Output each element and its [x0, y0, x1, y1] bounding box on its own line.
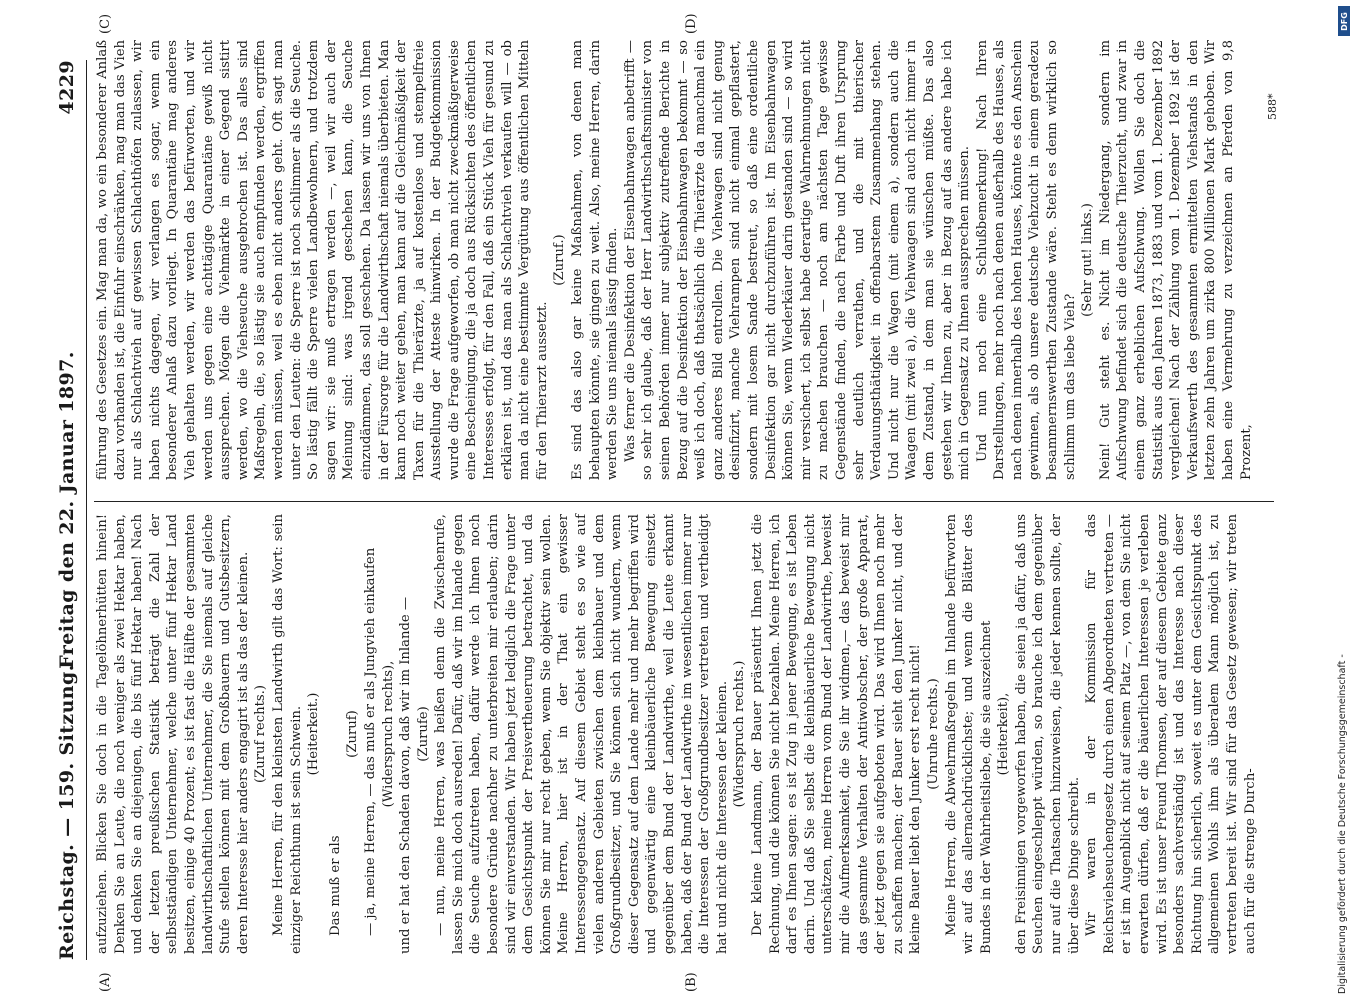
paragraph: Der kleine Landmann, der Bauer präsentirt Ihnen jetzt die Rechnung, und die können Sie nicht bezahlen. Meine Herren, ich darf es Ihnen sagen: es ist Zug in jener Bewegung, es ist Leben darin. Und daß Sie selbst die kleinbäuerliche Bewegung nicht unterschätzen, meine Herren vom Bund der Landwirthe, beweist mir die Aufmerksamkeit, die Sie ihr widmen,— das beweist mir das gesammte Verhalten der Antiwobscher, der große Apparat, der jetzt gegen sie aufgeboten wird. Das wird Ihnen noch mehr zu schaffen machen; der Bauer sieht den Junker nicht, und der kleine Bauer liebt den Junker erst recht nicht!: [749, 514, 924, 954]
paragraph: — ja, meine Herren, — das muß er als Jungvieh einkaufen: [362, 547, 378, 936]
column-divider: [94, 501, 1274, 502]
signature-mark: 588*: [1266, 93, 1279, 120]
paragraph: Meine Herren, für den kleinsten Landwirth gilt das Wort: sein einziger Reichthum ist sein Schwein.: [270, 514, 304, 954]
paragraph: Meine Herren, die Abwehrmaßregeln im Inlande befürworten wir auf das allernachdrücklichste; und wenn die Blätter des Bundes in der Wahrheitsliebe, die sie auszeichnet: [943, 514, 994, 954]
paragraph: — nun, meine Herren, was heißen denn die Zwischenrufe, lassen Sie mich doch ausreden! Dafür, daß wir im Inlande gegen die Seuche aufzutreten haben, dafür werde ich Ihnen noch besondere Gründe nachher zu unterbreiten mir erlauben; darin sind wir einverstanden. Wir haben jetzt lediglich die Frage unter dem Gesichtspunkt der Preisvertheuerung betrachtet, und da können Sie mir nur recht geben, wenn Sie objektiv sein wollen. Meine Herren, hier ist in der That ein gewisser Interessengegensatz. Auf diesem Gebiet steht es so wie auf vielen anderen Gebieten zwischen dem kleinbauer und dem Großgrundbesitzer, und Sie können sich nicht wundern, wenn dieser Gegensatz auf dem Lande mehr und mehr begriffen wird und gegenwärtig eine kleinbäuerliche Bewegung einsetzt gegenüber dem Bund der Landwirthe, weil die Leute erkannt haben, daß der Bund der Landwirthe im wesentlichen immer nur die Interessen der Großgrundbesitzer vertreten und vertheidigt hat und nicht die Interessen der kleinen.: [433, 514, 730, 954]
right-text-column: [94, 40, 1255, 480]
credit-text: Digitalisierung gefördert durch die Deutsche Forschungsgemeinschaft -: [1337, 654, 1348, 994]
paragraph: Nein! Gut steht es. Nicht im Niedergang, sondern im Aufschwung befindet sich die deutsche Thierzucht, und zwar in einem ganz erheblichen Aufschwung. Wollen Sie doch die Statistik aus den Jahren 1873, 1883 und vom 1. Dezember 1892 vergleichen! Nach der Zählung vom 1. Dezember 1892 ist der Verkaufswerth des gesammten ermittelten Viehstands in den letzten zehn Jahren um zirka 800 Millionen Mark gehoben. Wir haben eine Vermehrung zu verzeichnen an Pferden von 9,8 Prozent,: [1097, 40, 1254, 480]
digitization-credit: [1337, 6, 1349, 994]
margin-marker-c: (C): [98, 13, 113, 34]
paragraph: und er hat den Schaden davon, daß wir im Inlande —: [398, 596, 414, 954]
paragraph: führung des Gesetzes ein. Mag man da, wo ein besonderer Anlaß dazu vorhanden ist, die Einfuhr einschränken, mag man das Vieh nur als Schlachtvieh auf gewissen Schlachthöfen zulassen, wir haben nichts dagegen, wir verlangen es sogar, wenn ein besonderer Anlaß dazu vorliegt. In Quarantäne mag anderes Vieh gehalten werden, wir werden das befürworten, und wir werden uns gegen eine achttägige Quarantäne gewiß nicht aussprechen. Mögen die Viehmärkte in einer Gegend sistirt werden, wo die Viehseuche ausgebrochen ist. Das alles sind Maßregeln, die, so lästig sie auch empfunden werden, ergriffen werden müssen, weil es eben nicht anders geht. Oft sagt man unter den Leuten: die Sperre ist noch schlimmer als die Seuche. So lästig fällt die Sperre vielen Landbewohnern, und trotzdem sagen wir: sie muß ertragen werden —, weil wir auch der Meinung sind: was irgend geschehen kann, die Seuche einzudämmen, das soll geschehen. Da lassen wir uns von Ihnen in der Fürsorge für die Landwirthschaft niemals überbieten. Man kann noch weiter gehen, man kann auf die Gleichmäßigkeit der Taxen für die Thierärzte, ja auf kostenlose und stempelfreie Ausstellung der Atteste hinwirken. In der Budgetkommission wurde die Frage aufgeworfen, ob man nicht zweckmäßigerweise eine Bescheinigung, die ja doch aus Rücksichten des öffentlichen Interesses erfolgt, für den Fall, daß ein Stück Vieh für gesund zu erklären ist, und das man als Schlachtvieh verkaufen will — ob man da nicht eine bestimmte Vergütung aus öffentlichen Mitteln für den Thierarzt aussetzt.: [95, 40, 550, 480]
paragraph: Es sind das also gar keine Maßnahmen, von denen man behaupten könnte, sie gingen zu weit. Also, meine Herren, darin werden Sie uns niemals lässig finden.: [570, 40, 621, 480]
paragraph: Was ferner die Desinfektion der Eisenbahnwagen anbetrifft — so sehr ich glaube, daß der Herr Landwirthschaftsminister von seinen Behörden immer nur subjektiv zutreffende Berichte in Bezug auf die Desinfektion der Eisenbahnwagen bekommt — so weiß ich doch, daß thatsächlich die Thierärzte da manchmal ein ganz anderes Bild entrollen. Die Viehwagen sind nicht genug desinfizirt, manche Viehrampen sind nicht einmal gepflastert, sondern mit losem Sande bestreut, so daß eine ordentliche Desinfektion gar nicht durchzuführen ist. Im Eisenbahnwagen können Sie, wenn Wiederkäuer darin gestanden sind — so wird mir versichert, ich selbst habe derartige Wahrnehmungen nicht zu machen brauchen — noch am nächsten Tage gewisse Gegenstände finden, die nach Farbe und Duft ihren Ursprung sehr deutlich verrathen, und die mit thierischer Verdauungsthätigkeit in offenbarstem Zusammenhang stehen. Und nicht nur die Wagen (mit einem a), sondern auch die Waagen (mit zwei a), die Viehwaagen sind auch nicht immer in dem Zustand, in dem man sie wünschen müßte. Das also gestehen wir Ihnen zu, aber in Bezug auf das andere habe ich mich in Gegensatz zu Ihnen aussprechen müssen.: [622, 40, 973, 480]
paragraph: den Freisinnigen vorgeworfen haben, die seien ja dafür, daß uns Seuchen eingeschleppt würden, so brauche ich dem gegenüber nur auf die Thatsachen hinzuweisen, die jeder kennen sollte, der über diese Dinge schreibt.: [1013, 514, 1082, 954]
margin-marker-b: (B): [684, 972, 699, 992]
paragraph: (Zuruf): [345, 710, 361, 758]
rotated-page: [44, 0, 1294, 1000]
paragraph: (Sehr gut! links.): [1080, 203, 1096, 317]
paragraph: (Zuruf.): [552, 234, 568, 286]
margin-marker-d: (D): [684, 13, 699, 34]
dfg-logo: [1338, 6, 1350, 36]
paragraph: (Heiterkeit),: [996, 692, 1012, 776]
dfg-logo-text: DFG: [1339, 11, 1349, 31]
paragraph: (Unruhe rechts.): [925, 678, 941, 790]
paragraph: Wir waren in der Kommission für das Reichsviehseuchengesetz durch einen Abgeordneten vertreten — er ist im Augenblick nicht auf seinem Platz —, von dem Sie nicht erwarten dürfen, daß er die bäuerlichen Interessen je verleben wird. Es ist unser Freund Thomsen, der auf diesem Gebiete ganz besonders sachverständig ist und das Interesse nach dieser Richtung hin sicherlich, soweit es unter dem Gesichtspunkt des allgemeinen Wohls ihm als überalem Mann möglich ist, zu vertreten bereit ist. Wir sind für das Gesetz gewesen; wir treten auch für die strenge Durch-: [1084, 514, 1258, 954]
margin-marker-a: (A): [98, 972, 113, 992]
paragraph: (Zuruf rechts.): [253, 684, 269, 784]
header-page-number: 4229: [56, 60, 78, 115]
paragraph: aufzuziehen. Blicken Sie doch in die Tagelöhnerhütten hinein! Denken Sie an Leute, die noch weniger als zwei Hektar haben, und denken Sie an diejenigen, die bis fünf Hektar haben! Nach der letzten preußischen Statistik beträgt die Zahl der selbstständigen Unternehmer, welche unter fünf Hektar Land besitzen, einige 40 Prozent; es ist fast die Hälfte der gesammten landwirthschaftlichen Unternehmer, die Sie niemals auf gleiche Stufe stellen können mit dem Großbauern und Gutsbesitzern, deren Interesse hier anders engagirt ist als das der kleinen.: [95, 514, 251, 954]
header-date: Freitag den 22. Januar 1897.: [56, 351, 78, 669]
page-header: [52, 60, 87, 960]
left-text-column: [94, 514, 1259, 954]
header-session: Reichstag. — 159. Sitzung.: [56, 664, 78, 960]
paragraph: (Widerspruch rechts),: [380, 660, 396, 808]
paragraph: (Heiterkeit.): [306, 692, 322, 776]
paragraph: Und nun noch eine Schlußbemerkung! Nach Ihren Darstellungen, mehr noch nach denen außerhalb des Hauses, als nach denen innerhalb des hohen Hauses, könnte es den Anschein gewinnen, als ob unsere deutsche Viehzucht in einem geradezu besammernswerthen Zustande wäre. Steht es denn wirklich so schlimm um das liebe Vieh?: [974, 40, 1078, 480]
paragraph: Das muß er als: [327, 835, 343, 936]
paragraph: (Zurufe): [415, 706, 431, 762]
paragraph: (Widerspruch rechts.): [732, 660, 748, 808]
